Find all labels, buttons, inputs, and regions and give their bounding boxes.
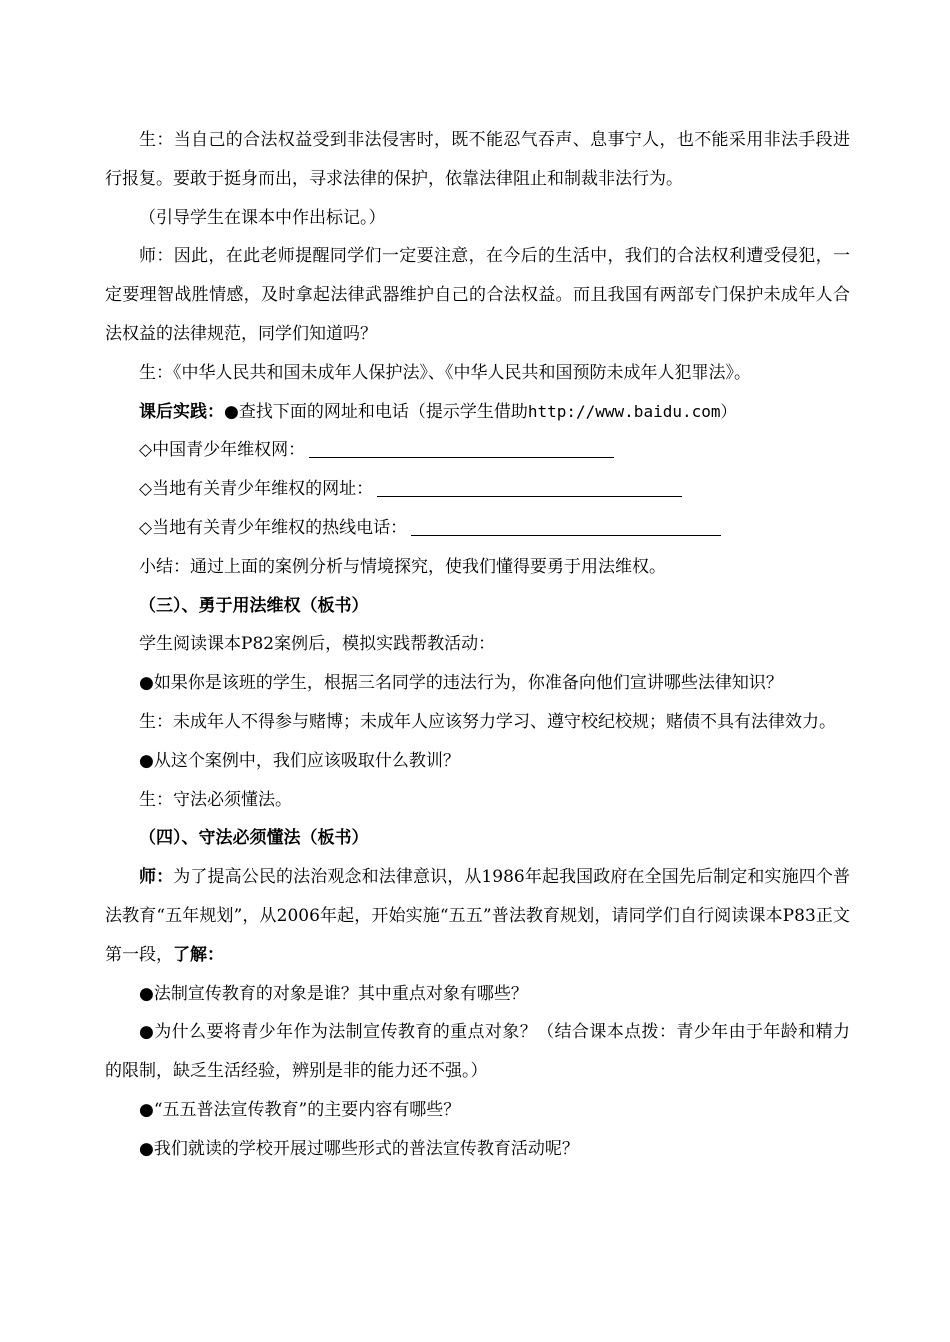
student-answer-2: 生：未成年人不得参与赌博；未成年人应该努力学习、遵守校纪校规；赌债不具有法律效力。 <box>139 711 836 732</box>
practice-paragraph <box>105 393 850 432</box>
fill-line-hotline <box>105 509 850 548</box>
answer-blank-3[interactable] <box>411 534 721 536</box>
section-heading-3: （三）、勇于用法维权（板书） <box>139 595 369 616</box>
question-5: ●“五五普法宣传教育”的主要内容有哪些？ <box>139 1099 461 1120</box>
practice-url: http://www.baidu.com） <box>527 401 737 421</box>
question-2: ●从这个案例中，我们应该吸取什么教训？ <box>139 750 460 771</box>
teacher-paragraph-2 <box>105 858 850 974</box>
fill-label-1: ◇中国青少年维权网： <box>139 440 306 461</box>
student-answer-laws: 生：《中华人民共和国未成年人保护法》、《中华人民共和国预防未成年人犯罪法》。 <box>139 362 751 383</box>
fill-line-local-website <box>105 470 850 509</box>
guidance-note: （引导学生在课本中作出标记。） <box>139 207 386 228</box>
answer-blank-1[interactable] <box>309 456 614 458</box>
fill-label-3: ◇当地有关青少年维权的热线电话： <box>139 517 408 538</box>
teacher-label: 师： <box>139 867 174 888</box>
question-1: ●如果你是该班的学生，根据三名同学的违法行为，你准备向他们宣讲哪些法律知识？ <box>139 673 783 694</box>
question-3: ●法制宣传教育的对象是谁？其中重点对象有哪些？ <box>139 983 528 1004</box>
activity-intro: 学生阅读课本P82案例后，模拟实践帮教活动： <box>139 634 496 655</box>
practice-text: ●查找下面的网址和电话（提示学生借助 <box>224 401 528 422</box>
student-answer-3: 生：守法必须懂法。 <box>139 789 292 810</box>
document-page <box>105 121 850 1169</box>
question-4: ●为什么要将青少年作为法制宣传教育的重点对象？（结合课本点拨：青少年由于年龄和精力的限制，缺乏生活经验，辨别是非的能力还不强。） <box>105 1022 850 1082</box>
fill-line-website <box>105 431 850 470</box>
fill-label-2: ◇当地有关青少年维权的网址： <box>139 479 374 500</box>
teacher-text: 为了提高公民的法治观念和法律意识，从1986年起我国政府在全国先后制定和实施四个普法教育“五年规划”，从2006年起，开始实施“五五”普法教育规划，请同学们自行阅读课本P83正文第一段， <box>105 867 851 965</box>
section-heading-4: （四）、守法必须懂法（板书） <box>139 828 369 849</box>
teacher-paragraph: 师：因此，在此老师提醒同学们一定要注意，在今后的生活中，我们的合法权利遭受侵犯，一定要理智战胜情感，及时拿起法律武器维护自己的合法权益。而且我国有两部专门保护未成年人合法权益的法律规范，同学们知道吗？ <box>105 246 850 344</box>
question-6: ●我们就读的学校开展过哪些形式的普法宣传教育活动呢？ <box>139 1138 579 1159</box>
understand-label: 了解： <box>173 944 224 965</box>
practice-label: 课后实践： <box>139 401 224 422</box>
student-answer-paragraph: 生：当自己的合法权益受到非法侵害时，既不能忍气吞声、息事宁人，也不能采用非法手段进行报复。要敢于挺身而出，寻求法律的保护，依靠法律阻止和制裁非法行为。 <box>105 130 850 189</box>
summary-paragraph: 小结：通过上面的案例分析与情境探究，使我们懂得要勇于用法维权。 <box>139 556 666 577</box>
answer-blank-2[interactable] <box>377 495 682 497</box>
